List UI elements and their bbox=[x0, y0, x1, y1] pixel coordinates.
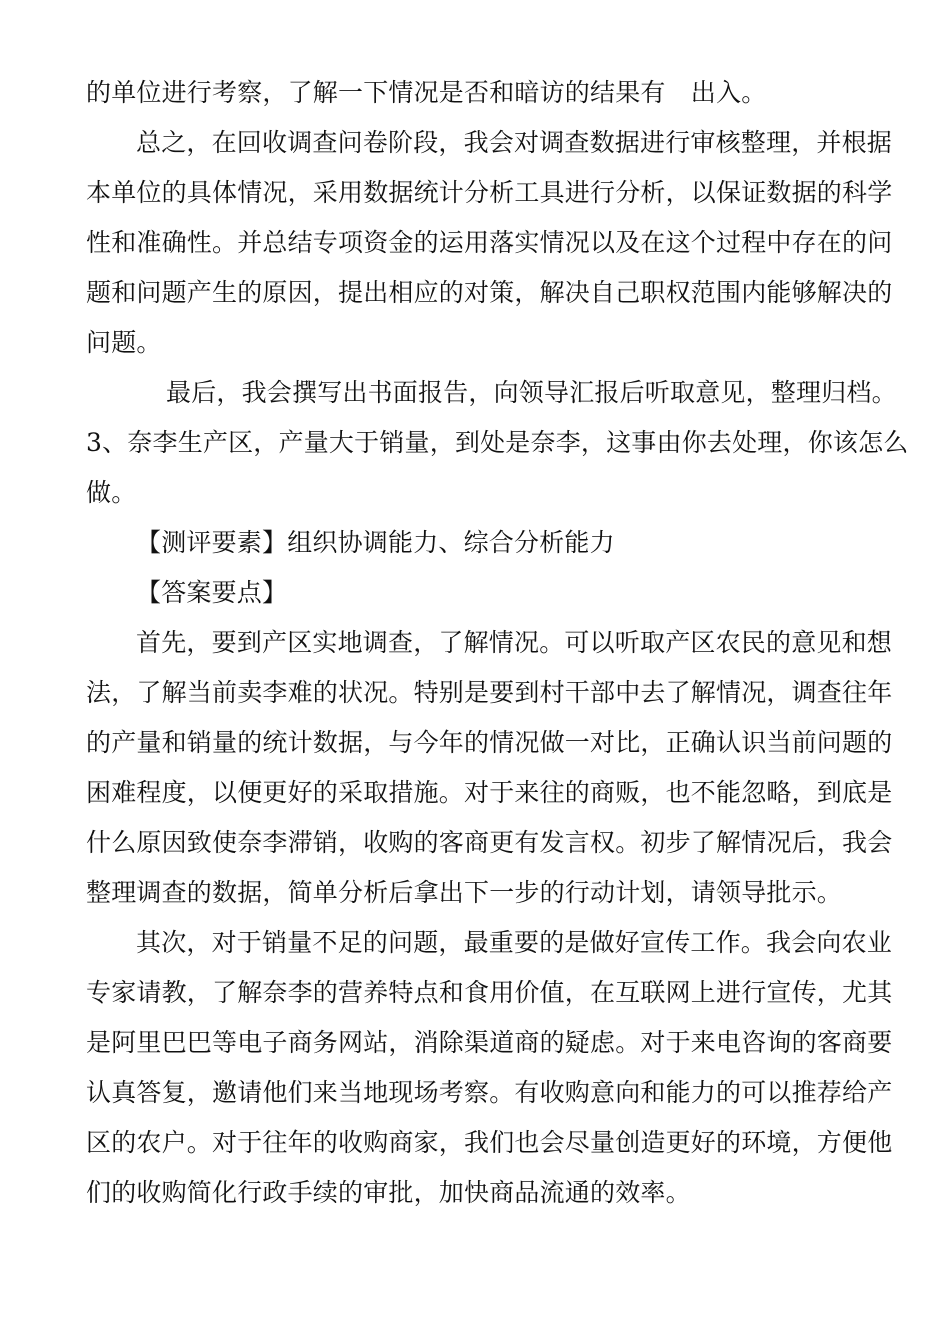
text-line: 整理调查的数据，简单分析后拿出下一步的行动计划，请领导批示。 bbox=[86, 878, 843, 907]
text-line: 题和问题产生的原因，提出相应的对策，解决自己职权范围内能够解决的 bbox=[86, 278, 893, 307]
text-line: 的产量和销量的统计数据，与今年的情况做一对比，正确认识当前问题的 bbox=[86, 728, 893, 757]
text-line: 其次，对于销量不足的问题，最重要的是做好宣传工作。我会向农业 bbox=[136, 928, 893, 957]
text-line: 做。 bbox=[86, 478, 137, 507]
document-page bbox=[86, 78, 909, 1208]
text-line: 是阿里巴巴等电子商务网站，消除渠道商的疑虑。对于来电咨询的客商要 bbox=[86, 1028, 893, 1057]
text-line: 总之，在回收调查问卷阶段，我会对调查数据进行审核整理，并根据 bbox=[136, 128, 893, 157]
text-line: 首先，要到产区实地调查，了解情况。可以听取产区农民的意见和想 bbox=[136, 628, 893, 657]
section-heading-answer: 【答案要点】 bbox=[136, 578, 288, 607]
text-line: 区的农户。对于往年的收购商家，我们也会尽量创造更好的环境，方便他 bbox=[86, 1128, 893, 1157]
text-line: 专家请教，了解奈李的营养特点和食用价值，在互联网上进行宣传，尤其 bbox=[86, 978, 893, 1007]
text-line: 3、奈李生产区，产量大于销量，到处是奈李，这事由你去处理，你该怎么 bbox=[86, 428, 909, 457]
text-line: 最后，我会撰写出书面报告，向领导汇报后听取意见，整理归档。 bbox=[166, 378, 897, 407]
text-line: 认真答复，邀请他们来当地现场考察。有收购意向和能力的可以推荐给产 bbox=[86, 1078, 893, 1107]
text-line: 什么原因致使奈李滞销，收购的客商更有发言权。初步了解情况后，我会 bbox=[86, 828, 893, 857]
text-line: 们的收购简化行政手续的审批，加快商品流通的效率。 bbox=[86, 1178, 691, 1207]
text-line: 本单位的具体情况，采用数据统计分析工具进行分析，以保证数据的科学 bbox=[86, 178, 893, 207]
text-line: 的单位进行考察，了解一下情况是否和暗访的结果有 出入。 bbox=[86, 78, 767, 107]
text-line: 问题。 bbox=[86, 328, 162, 357]
text-line: 法，了解当前卖李难的状况。特别是要到村干部中去了解情况，调查往年 bbox=[86, 678, 893, 707]
text-line: 困难程度，以便更好的采取措施。对于来往的商贩，也不能忽略，到底是 bbox=[86, 778, 893, 807]
text-line: 性和准确性。并总结专项资金的运用落实情况以及在这个过程中存在的问 bbox=[86, 228, 893, 257]
section-heading-criteria: 【测评要素】组织协调能力、综合分析能力 bbox=[136, 528, 615, 557]
